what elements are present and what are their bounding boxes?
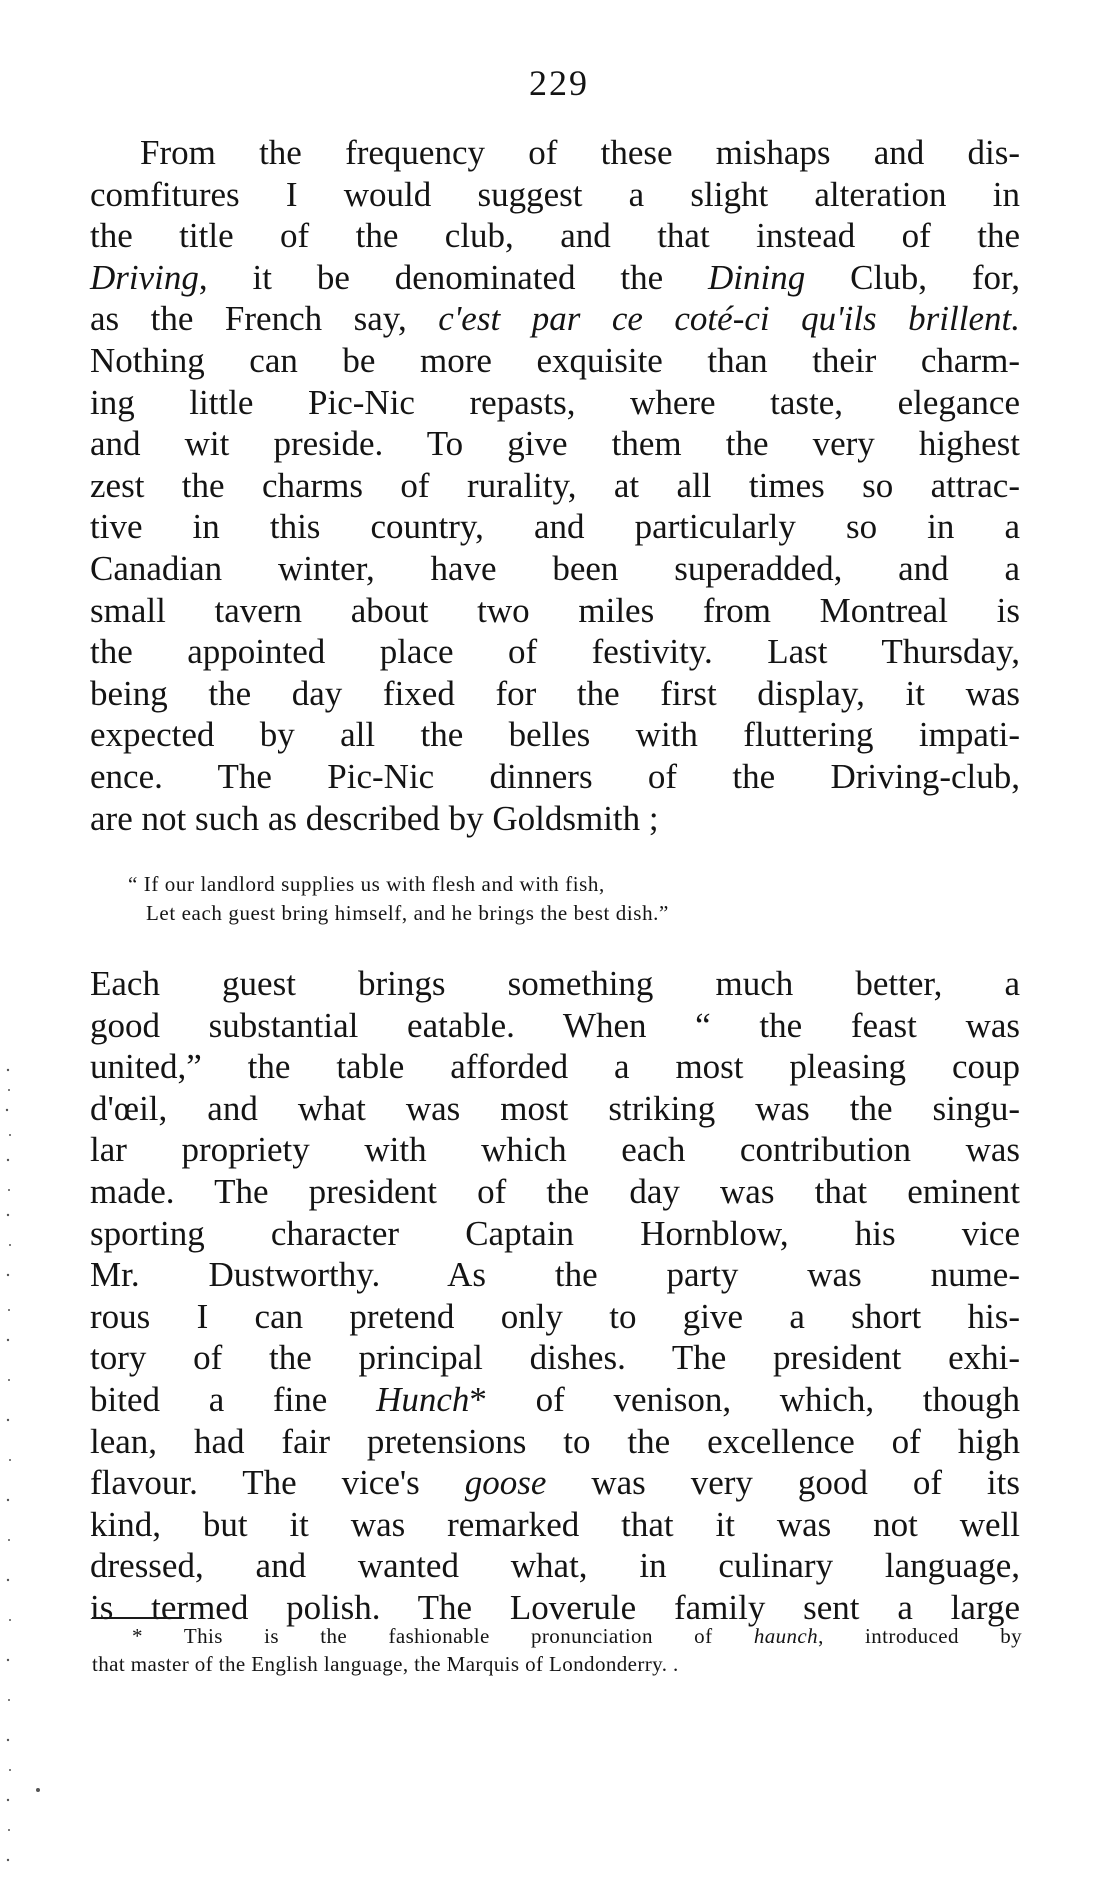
italic-text: goose (464, 1463, 547, 1503)
page-number: 229 (529, 63, 589, 103)
footnote-line: that master of the English language, the Marquis of Londonderry. . (92, 1652, 679, 1676)
text-line: being the day fixed for the first display, it was (90, 673, 1020, 713)
text-line: Canadian winter, have been superadded, and a (90, 548, 1020, 588)
text-line: kind, but it was remarked that it was not well (90, 1504, 1020, 1544)
quote-line: Let each guest bring himself, and he brings the best dish.” (146, 901, 669, 925)
text-line: d'œil, and what was most striking was the singu- (90, 1088, 1020, 1128)
text-line: From the frequency of these mishaps and dis- (140, 133, 1020, 172)
text-line: Driving, it be denominated the Dining Club, for, (90, 257, 1020, 297)
text-line: united,” the table afforded a most pleasing coup (90, 1047, 1020, 1087)
text-line: Each guest brings something much better, a (90, 964, 1020, 1003)
italic-text: Hunch (376, 1379, 470, 1419)
italic-text: Dining (708, 257, 806, 297)
footnote (92, 1622, 1022, 1678)
italic-text: Driving (90, 257, 199, 297)
paragraph-2 (90, 963, 1020, 1629)
paragraph-1 (90, 132, 1020, 839)
text-line: sporting character Captain Hornblow, his vice (90, 1213, 1020, 1253)
text-line: ing little Pic-Nic repasts, where taste, elegance (90, 382, 1020, 422)
text-line: comfitures I would suggest a slight alteration in (90, 174, 1020, 214)
text-line: as the French say, c'est par ce coté-ci qu'ils brillent. (90, 299, 1020, 339)
text-line: lean, had fair pretensions to the excellence of high (90, 1421, 1020, 1461)
verse-quotation (128, 870, 988, 928)
footnote-line: * This is the fashionable pronunciation of haunch, introduced by (132, 1624, 1022, 1648)
text-line: small tavern about two miles from Montreal is (90, 590, 1020, 630)
text-line: bited a fine Hunch* of venison, which, though (90, 1379, 1020, 1419)
italic-text: haunch (753, 1624, 819, 1648)
text-line: ence. The Pic-Nic dinners of the Driving-club, (90, 756, 1020, 796)
italic-text: c'est par ce coté-ci qu'ils brillent. (438, 299, 1020, 339)
text-line: Mr. Dustworthy. As the party was nume- (90, 1255, 1020, 1295)
scan-margin-specks (0, 0, 60, 1885)
text-line: zest the charms of rurality, at all times so attrac- (90, 465, 1020, 505)
text-line: are not such as described by Goldsmith ; (90, 798, 659, 838)
text-line: and wit preside. To give them the very highest (90, 424, 1020, 464)
text-line: the appointed place of festivity. Last Thursday, (90, 632, 1020, 672)
text-line: made. The president of the day was that eminent (90, 1171, 1020, 1211)
text-line: lar propriety with which each contribution was (90, 1130, 1020, 1170)
text-line: flavour. The vice's goose was very good of its (90, 1463, 1020, 1503)
text-line: tory of the principal dishes. The president exhi- (90, 1338, 1020, 1378)
quote-line: “ If our landlord supplies us with flesh and with fish, (128, 872, 605, 896)
text-line: is termed polish. The Loverule family sent a large (90, 1587, 1020, 1627)
text-line: tive in this country, and particularly so in a (90, 507, 1020, 547)
footnote-divider (92, 1617, 184, 1619)
text-line: dressed, and wanted what, in culinary language, (90, 1546, 1020, 1586)
text-line: Nothing can be more exquisite than their charm- (90, 340, 1020, 380)
text-line: good substantial eatable. When “ the feast was (90, 1005, 1020, 1045)
text-line: rous I can pretend only to give a short his- (90, 1296, 1020, 1336)
text-line: the title of the club, and that instead of the (90, 216, 1020, 256)
text-line: expected by all the belles with fluttering impati- (90, 715, 1020, 755)
